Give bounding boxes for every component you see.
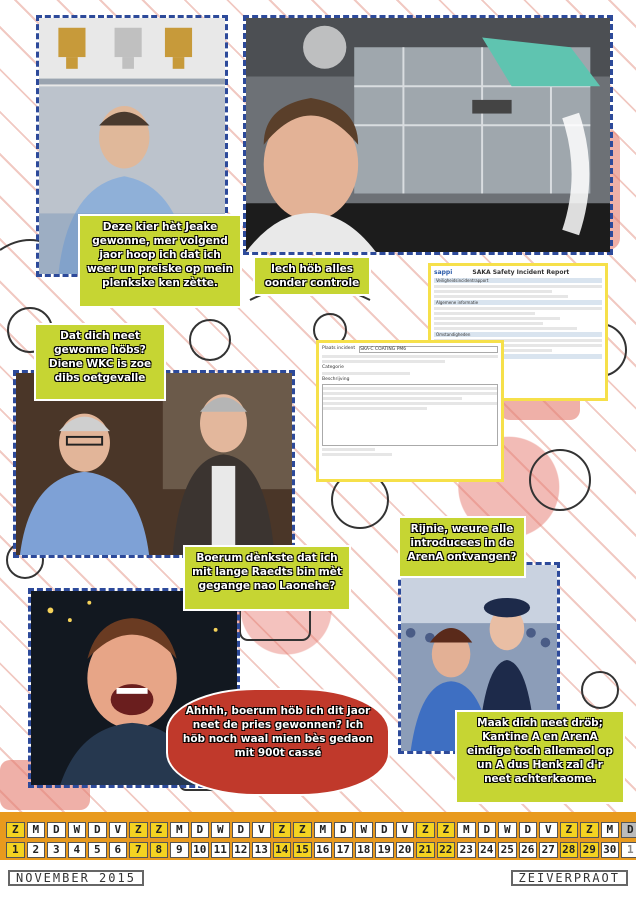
calendar-date-cell: 12 xyxy=(232,842,251,858)
calendar-weekday-cell: M xyxy=(601,822,620,838)
calendar-date-cell: 4 xyxy=(68,842,87,858)
brand-label: ZEIVERPRAOT xyxy=(511,870,628,886)
calendar-date-cell: 16 xyxy=(314,842,333,858)
doc-section-2: Algemene informatie xyxy=(434,300,602,305)
calendar-weekday-cell: W xyxy=(498,822,517,838)
speech-bubble-laonehe: Boerum dènkste dat ich mit lange Raedts bin mèt gegange nao Laonehe? xyxy=(183,545,351,611)
calendar-date-cell: 14 xyxy=(273,842,292,858)
speech-bubble-kantine: Maak dich neet dröb; Kantine A en ArenA eindige toch allemaol op un A dus Henk zal d'r neet achterkaome. xyxy=(455,710,625,804)
doc-section-3: Omstandigheden xyxy=(434,332,602,337)
calendar-date-cell: 25 xyxy=(498,842,517,858)
calendar-date-cell: 13 xyxy=(252,842,271,858)
speech-bubble-control: Iech höb alles oonder controle xyxy=(253,256,371,296)
calendar-date-cell: 17 xyxy=(334,842,353,858)
form-label-2: Categorie xyxy=(322,365,344,370)
calendar-date-cell: 3 xyxy=(47,842,66,858)
calendar-weekday-cell: W xyxy=(355,822,374,838)
calendar-weekday-cell: D xyxy=(232,822,251,838)
calendar-date-cell: 27 xyxy=(539,842,558,858)
calendar-weekday-cell: M xyxy=(170,822,189,838)
calendar-date-cell: 10 xyxy=(191,842,210,858)
incident-form-document xyxy=(316,340,504,482)
calendar-weekday-cell: V xyxy=(109,822,128,838)
calendar-date-cell: 7 xyxy=(129,842,148,858)
calendar-footer xyxy=(0,812,636,900)
calendar-weekday-cell: Z xyxy=(6,822,25,838)
calendar-weekday-cell: D xyxy=(191,822,210,838)
month-label: NOVEMBER 2015 xyxy=(8,870,144,886)
photo-man-at-paper-machine-image xyxy=(246,18,610,252)
calendar-weekday-cell: Z xyxy=(560,822,579,838)
calendar-date-cell: 23 xyxy=(457,842,476,858)
calendar-weekday-cell: D xyxy=(621,822,636,838)
calendar-weekday-cell: Z xyxy=(293,822,312,838)
speech-bubble-trophy: Deze kier hèt Jeake gewonne, mer volgend jaor hoop ich dat ich weer un preiske op mein plenkske ken zètte. xyxy=(78,214,242,308)
calendar-weekday-cell: W xyxy=(68,822,87,838)
calendar-weekday-cell: Z xyxy=(273,822,292,838)
calendar-weekday-cell: Z xyxy=(150,822,169,838)
calendar-date-row xyxy=(6,842,636,858)
calendar-date-cell: 22 xyxy=(437,842,456,858)
doc-section-1: Veiligheidsincidentrapport xyxy=(434,278,602,283)
calendar-date-cell: 1 xyxy=(621,842,636,858)
calendar-date-cell: 6 xyxy=(109,842,128,858)
form-header: SKA-C COATING PM6 xyxy=(359,346,498,353)
calendar-weekday-cell: Z xyxy=(416,822,435,838)
doc-brand: sappi xyxy=(434,269,453,276)
calendar-weekday-cell: D xyxy=(478,822,497,838)
calendar-date-cell: 5 xyxy=(88,842,107,858)
calendar-weekday-cell: M xyxy=(314,822,333,838)
calendar-weekday-cell: Z xyxy=(580,822,599,838)
calendar-weekday-cell: V xyxy=(539,822,558,838)
speech-bubble-prize: Ahhhh, boerum höb ich dit jaor neet de pries gewonnen? Ich höb noch waal mien bès gedaon mit 900t cassé xyxy=(166,688,390,796)
calendar-date-cell: 29 xyxy=(580,842,599,858)
calendar-date-cell: 15 xyxy=(293,842,312,858)
calendar-weekday-cell: D xyxy=(47,822,66,838)
calendar-weekday-cell: W xyxy=(211,822,230,838)
calendar-weekday-cell: D xyxy=(88,822,107,838)
form-label-1: Plaats incident xyxy=(322,346,356,351)
calendar-date-cell: 26 xyxy=(519,842,538,858)
calendar-weekday-cell: Z xyxy=(437,822,456,838)
calendar-date-cell: 20 xyxy=(396,842,415,858)
calendar-date-cell: 28 xyxy=(560,842,579,858)
calendar-date-cell: 8 xyxy=(150,842,169,858)
calendar-date-cell: 21 xyxy=(416,842,435,858)
calendar-date-cell: 2 xyxy=(27,842,46,858)
calendar-weekday-cell: V xyxy=(396,822,415,838)
calendar-date-cell: 19 xyxy=(375,842,394,858)
calendar-weekday-row xyxy=(6,822,636,838)
calendar-weekday-cell: M xyxy=(27,822,46,838)
calendar-date-cell: 18 xyxy=(355,842,374,858)
speech-bubble-wkc: Dat dich neet gewonne höbs? Diene WKC is zoe dibs oetgevalle xyxy=(34,323,166,401)
calendar-date-cell: 9 xyxy=(170,842,189,858)
calendar-weekday-cell: M xyxy=(457,822,476,838)
calendar-date-cell: 24 xyxy=(478,842,497,858)
form-label-3: Beschrijving xyxy=(322,377,350,382)
calendar-weekday-cell: V xyxy=(252,822,271,838)
doc-title: SAKA Safety Incident Report xyxy=(472,269,570,276)
photo-man-at-paper-machine xyxy=(243,15,613,255)
speech-bubble-arena: Rijnie, weure alle introducees in de ArenA ontvangen? xyxy=(398,516,526,578)
calendar-date-cell: 30 xyxy=(601,842,620,858)
calendar-weekday-cell: D xyxy=(334,822,353,838)
calendar-date-cell: 1 xyxy=(6,842,25,858)
calendar-date-cell: 11 xyxy=(211,842,230,858)
calendar-weekday-cell: D xyxy=(375,822,394,838)
calendar-weekday-cell: Z xyxy=(129,822,148,838)
calendar-weekday-cell: D xyxy=(519,822,538,838)
